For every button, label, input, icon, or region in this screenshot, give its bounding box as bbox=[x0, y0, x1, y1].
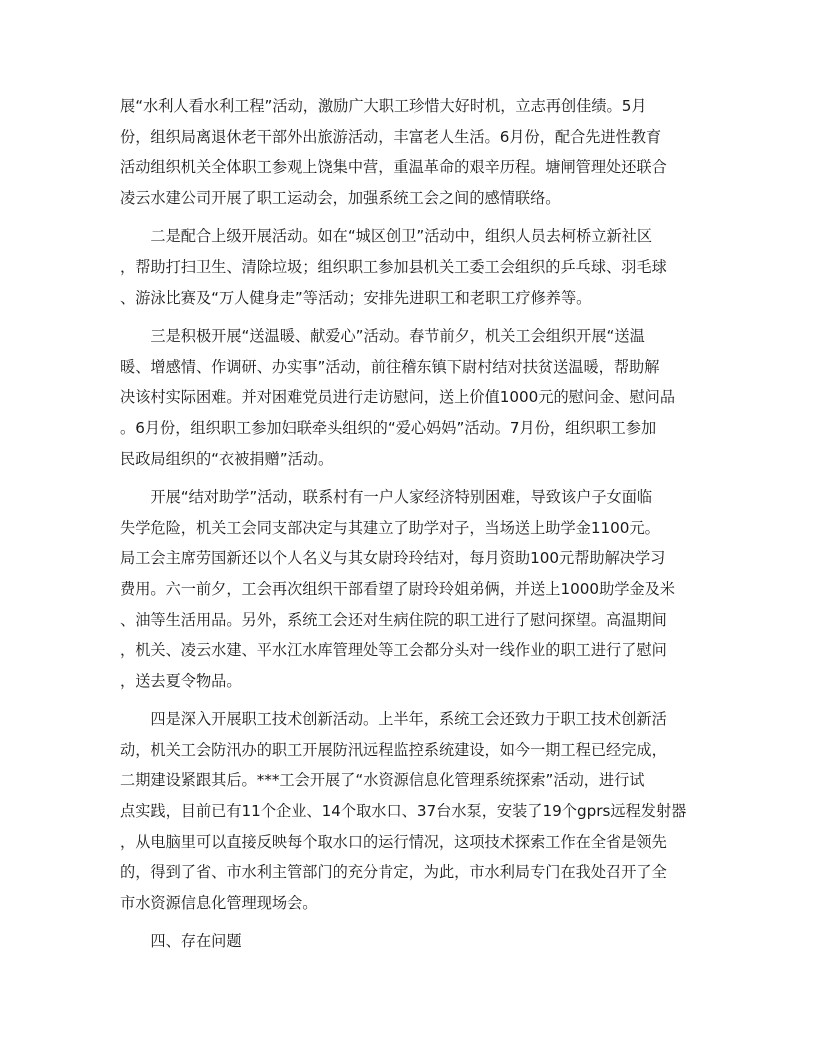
text-line: 。6月份，组织职工参加妇联牵头组织的“爱心妈妈”活动。7月份，组织职工参加 bbox=[120, 418, 657, 437]
text-line: 民政局组织的“衣被捐赠”活动。 bbox=[120, 449, 334, 468]
paragraph bbox=[120, 482, 698, 696]
text-line: 失学危险，机关工会同支部决定与其建立了助学对子，当场送上助学金1100元。 bbox=[120, 518, 660, 537]
text-line: 开展“结对助学”活动，联系村有一户人家经济特别困难，导致该户子女面临 bbox=[120, 488, 653, 507]
text-line: 点实践，目前已有11个企业、14个取水口、37台水泵，安装了19个gprs远程发射器 bbox=[120, 802, 687, 821]
paragraph bbox=[120, 91, 698, 213]
paragraph-gap bbox=[120, 313, 698, 321]
paragraph-gap bbox=[120, 918, 698, 926]
text-line: 二期建设紧跟其后。***工会开展了“水资源信息化管理系统探索”活动，进行试 bbox=[120, 771, 645, 790]
text-line: 、游泳比赛及“万人健身走”等活动；安排先进职工和老职工疗修养等。 bbox=[120, 288, 592, 307]
text-line: 四是深入开展职工技术创新活动。上半年，系统工会还致力于职工技术创新活 bbox=[120, 710, 667, 729]
text-line: 份，组织局离退休老干部外出旅游活动，丰富老人生活。6月份，配合先进性教育 bbox=[120, 127, 662, 146]
text-line: 局工会主席劳国新还以个人名义与其女尉玲玲结对，每月资助100元帮助解决学习 bbox=[120, 549, 666, 568]
text-line: 暖、增感情、作调研、办实事”活动，前往稽东镇下尉村结对扶贫送温暖，帮助解 bbox=[120, 357, 660, 376]
text-line: 的，得到了省、市水利主管部门的充分肯定，为此，市水利局专门在我处召开了全 bbox=[120, 863, 667, 882]
paragraph bbox=[120, 926, 698, 957]
paragraph bbox=[120, 221, 698, 313]
text-line: 活动组织机关全体职工参观上饶集中营，重温革命的艰辛历程。塘闸管理处还联合 bbox=[120, 158, 667, 177]
text-line: ，帮助打扫卫生、清除垃圾；组织职工参加县机关工委工会组织的乒乓球、羽毛球 bbox=[120, 257, 667, 276]
paragraph-gap bbox=[120, 696, 698, 704]
text-line: 三是积极开展“送温暖、献爱心”活动。春节前夕，机关工会组织开展“送温 bbox=[120, 327, 645, 346]
text-line: 决该村实际困难。并对困难党员进行走访慰问，送上价值1000元的慰问金、慰问品 bbox=[120, 388, 676, 407]
text-line: 、油等生活用品。另外，系统工会还对生病住院的职工进行了慰问探望。高温期间 bbox=[120, 610, 667, 629]
paragraph bbox=[120, 321, 698, 474]
document-body bbox=[120, 91, 698, 957]
text-line: ，从电脑里可以直接反映每个取水口的运行情况，这项技术探索工作在全省是领先 bbox=[120, 832, 667, 851]
paragraph-gap bbox=[120, 213, 698, 221]
paragraph-gap bbox=[120, 474, 698, 482]
text-line: 展“水利人看水利工程”活动，激励广大职工珍惜大好时机，立志再创佳绩。5月 bbox=[120, 97, 647, 115]
text-line: 四、存在问题 bbox=[120, 932, 242, 951]
text-line: ，送去夏令物品。 bbox=[120, 671, 242, 690]
text-line: 动，机关工会防汛办的职工开展防汛远程监控系统建设，如今一期工程已经完成， bbox=[120, 740, 667, 759]
text-line: 凌云水建公司开展了职工运动会，加强系统工会之间的感情联络。 bbox=[120, 188, 561, 207]
text-line: ，机关、凌云水建、平水江水库管理处等工会都分头对一线作业的职工进行了慰问 bbox=[120, 641, 667, 660]
paragraph bbox=[120, 704, 698, 918]
text-line: 市水资源信息化管理现场会。 bbox=[120, 893, 318, 912]
text-line: 费用。六一前夕，工会再次组织干部看望了尉玲玲姐弟俩，并送上1000助学金及米 bbox=[120, 579, 676, 598]
text-line: 二是配合上级开展活动。如在“城区创卫”活动中，组织人员去柯桥立新社区 bbox=[120, 227, 653, 246]
